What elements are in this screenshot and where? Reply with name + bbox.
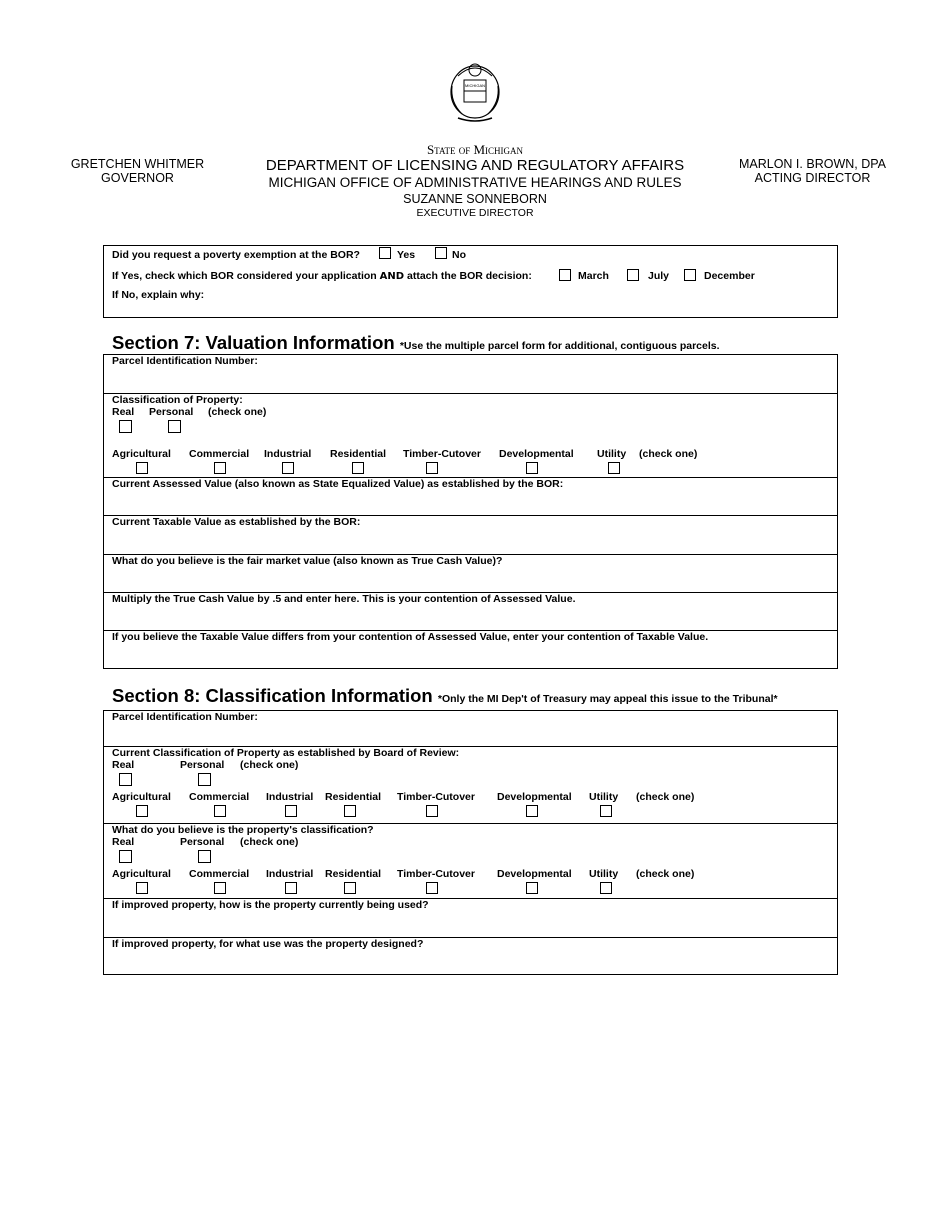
s8-believe-check-one-type: (check one) [240, 836, 299, 848]
executive-title: EXECUTIVE DIRECTOR [416, 207, 534, 219]
s8-believe-personal-label: Personal [180, 836, 225, 848]
s7-agricultural-checkbox[interactable] [136, 462, 148, 474]
poverty-no-label: No [452, 249, 466, 261]
s8-believe-timber-checkbox[interactable] [426, 882, 438, 894]
bor-question-pre: If Yes, check which BOR considered your application [112, 270, 377, 282]
poverty-yes-label: Yes [397, 249, 416, 261]
s7-parcel-cell[interactable] [104, 355, 837, 393]
s8-current-residential-label: Residential [325, 791, 382, 803]
governor-title: GOVERNOR [101, 171, 174, 185]
s7-check-one-type: (check one) [208, 406, 267, 418]
section7-note: *Use the multiple parcel form for additional, contiguous parcels. [399, 340, 720, 352]
state-seal [444, 56, 506, 124]
s8-current-industrial-checkbox[interactable] [285, 805, 297, 817]
s8-current-label: Current Classification of Property as established by Board of Review: [112, 747, 460, 759]
s8-believe-agricultural-checkbox[interactable] [136, 882, 148, 894]
s8-current-commercial-checkbox[interactable] [214, 805, 226, 817]
s8-current-personal-label: Personal [180, 759, 225, 771]
s7-fmv-cell[interactable] [104, 554, 837, 592]
s8-believe-personal-checkbox[interactable] [198, 850, 211, 863]
s8-believe-agricultural-label: Agricultural [112, 868, 171, 880]
s7-fmv-label: What do you believe is the fair market value (also known as True Cash Value)? [112, 555, 503, 567]
bor-and: AND [379, 271, 405, 282]
s8-current-utility-checkbox[interactable] [600, 805, 612, 817]
s8-current-residential-checkbox[interactable] [344, 805, 356, 817]
s7-taxable-label: Current Taxable Value as established by the BOR: [112, 516, 361, 528]
s8-believe-developmental-label: Developmental [497, 868, 572, 880]
s7-timber-checkbox[interactable] [426, 462, 438, 474]
s7-commercial-checkbox[interactable] [214, 462, 226, 474]
s7-assessed-cell[interactable] [104, 477, 837, 515]
s8-believe-cell [104, 823, 837, 898]
executive-name: SUZANNE SONNEBORN [403, 192, 547, 206]
s8-believe-utility-label: Utility [589, 868, 619, 880]
s8-believe-residential-label: Residential [325, 868, 382, 880]
s8-current-timber-label: Timber-Cutover [397, 791, 475, 803]
s7-utility-checkbox[interactable] [608, 462, 620, 474]
s7-developmental-checkbox[interactable] [526, 462, 538, 474]
bor-december-checkbox[interactable] [684, 269, 696, 281]
poverty-no-checkbox[interactable] [435, 247, 447, 259]
office-name: MICHIGAN OFFICE OF ADMINISTRATIVE HEARINGS AND RULES [268, 175, 682, 190]
bor-july-checkbox[interactable] [627, 269, 639, 281]
section8-title-text: Section 8: Classification Information [112, 685, 433, 706]
s8-designed-cell[interactable] [104, 937, 837, 974]
s7-classification-label: Classification of Property: [112, 394, 243, 406]
s8-believe-residential-checkbox[interactable] [344, 882, 356, 894]
s8-believe-real-checkbox[interactable] [119, 850, 132, 863]
bor-question [112, 270, 532, 282]
director-name: MARLON I. BROWN, DPA [738, 157, 886, 171]
director-title: ACTING DIRECTOR [754, 171, 871, 185]
s7-class-industrial-label: Industrial [264, 448, 312, 460]
bor-december-label: December [704, 270, 755, 282]
s7-class-agricultural-label: Agricultural [112, 448, 171, 460]
s8-current-check-one-class: (check one) [636, 791, 695, 803]
s7-classification-cell [104, 393, 837, 477]
s8-used-cell[interactable] [104, 898, 837, 937]
state-name: State of Michigan [426, 142, 524, 157]
s7-check-one-class: (check one) [639, 448, 698, 460]
s8-current-utility-label: Utility [589, 791, 619, 803]
s8-current-real-label: Real [112, 759, 135, 771]
s8-designed-label: If improved property, for what use was the property designed? [112, 938, 424, 950]
s7-personal-checkbox[interactable] [168, 420, 181, 433]
s7-assessed-label: Current Assessed Value (also known as State Equalized Value) as established by the BOR: [112, 478, 564, 490]
director-block [725, 157, 900, 185]
s8-believe-real-label: Real [112, 836, 135, 848]
section8-note: *Only the MI Dep't of Treasury may appeal this issue to the Tribunal* [437, 693, 778, 705]
s8-parcel-cell[interactable] [104, 711, 837, 746]
s8-current-timber-checkbox[interactable] [426, 805, 438, 817]
bor-march-checkbox[interactable] [559, 269, 571, 281]
poverty-exemption-box [103, 245, 838, 318]
poverty-yes-checkbox[interactable] [379, 247, 391, 259]
section7-box [103, 354, 838, 669]
section7-title [112, 332, 720, 354]
s8-current-check-one-type: (check one) [240, 759, 299, 771]
department-name: DEPARTMENT OF LICENSING AND REGULATORY AFFAIRS [265, 157, 685, 174]
s7-personal-label: Personal [149, 406, 194, 418]
s7-class-utility-label: Utility [597, 448, 627, 460]
s7-real-checkbox[interactable] [119, 420, 132, 433]
s7-industrial-checkbox[interactable] [282, 462, 294, 474]
s8-believe-label: What do you believe is the property's classification? [112, 824, 374, 836]
s8-parcel-label: Parcel Identification Number: [112, 711, 258, 723]
s8-current-agricultural-checkbox[interactable] [136, 805, 148, 817]
s7-real-label: Real [112, 406, 135, 418]
s7-class-residential-label: Residential [330, 448, 387, 460]
s8-believe-commercial-label: Commercial [189, 868, 250, 880]
s7-class-developmental-label: Developmental [499, 448, 574, 460]
s7-residential-checkbox[interactable] [352, 462, 364, 474]
bor-question-post: attach the BOR decision: [406, 270, 532, 282]
s7-taxable-contention-label: If you believe the Taxable Value differs from your contention of Assessed Value, enter your contention of Taxable Value. [112, 631, 709, 643]
s7-class-commercial-label: Commercial [189, 448, 250, 460]
bor-july-label: July [648, 270, 670, 282]
s7-parcel-label: Parcel Identification Number: [112, 355, 258, 367]
s8-current-real-checkbox[interactable] [119, 773, 132, 786]
s8-current-agricultural-label: Agricultural [112, 791, 171, 803]
s8-believe-timber-label: Timber-Cutover [397, 868, 475, 880]
if-no-explain: If No, explain why: [112, 289, 205, 301]
s8-believe-utility-checkbox[interactable] [600, 882, 612, 894]
section8-box [103, 710, 838, 975]
svg-text:MICHIGAN: MICHIGAN [465, 83, 485, 88]
s8-current-commercial-label: Commercial [189, 791, 250, 803]
section8-title [112, 685, 778, 707]
s8-current-personal-checkbox[interactable] [198, 773, 211, 786]
s7-class-timber-label: Timber-Cutover [403, 448, 481, 460]
s8-believe-industrial-checkbox[interactable] [285, 882, 297, 894]
s8-believe-commercial-checkbox[interactable] [214, 882, 226, 894]
s8-current-cell [104, 746, 837, 823]
s8-current-industrial-label: Industrial [266, 791, 314, 803]
s8-used-label: If improved property, how is the property currently being used? [112, 899, 429, 911]
poverty-question: Did you request a poverty exemption at the BOR? [112, 249, 360, 261]
s7-taxable-contention-cell[interactable] [104, 630, 837, 668]
s7-multiply-cell[interactable] [104, 592, 837, 630]
bor-march-label: March [578, 270, 609, 282]
s8-believe-check-one-class: (check one) [636, 868, 695, 880]
s8-current-developmental-checkbox[interactable] [526, 805, 538, 817]
s8-current-developmental-label: Developmental [497, 791, 572, 803]
s7-multiply-label: Multiply the True Cash Value by .5 and enter here. This is your contention of Assessed Value. [112, 593, 576, 605]
governor-block [55, 157, 220, 185]
s7-taxable-cell[interactable] [104, 515, 837, 554]
section7-title-text: Section 7: Valuation Information [112, 332, 395, 353]
s8-believe-developmental-checkbox[interactable] [526, 882, 538, 894]
governor-name: GRETCHEN WHITMER [70, 157, 205, 171]
s8-believe-industrial-label: Industrial [266, 868, 314, 880]
